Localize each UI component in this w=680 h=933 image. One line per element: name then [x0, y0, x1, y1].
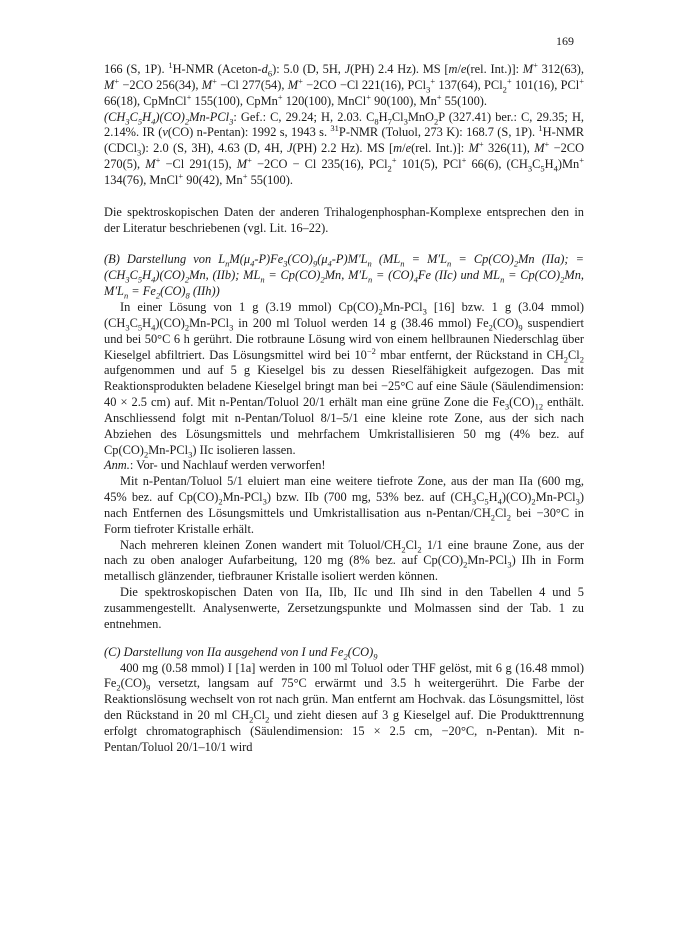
- section-c-heading: (C) Darstellung von IIa ausgehend von I und $Fe_2(CO)_9$: [104, 644, 378, 662]
- page-number: 169: [556, 34, 574, 48]
- section-c-procedure: 400 mg (0.58 mmol) I [1a] werden in 100 ml Toluol oder THF gelöst, mit 6 g (16.48 mmol) $Fe_2(CO)_9$ versetzt, langsam auf 75°C erwärmt und 3.5 h weitergerührt. Die Farbe der Reaktionslösung wechselt von rot nach grün. Man entfernt am Hochvak. das Lösungsmittel, löst den Rückstand in 20 ml $CH_2Cl_2$ und zieht diesen auf 3 g Kieselgel auf. Die Produkttrennung erfolgt chromatographisch (Säulendimension: 15 × 2.5 cm, −20°C, n-Pentan). Mit n-Pentan/Toluol 20/1–10/1 wird: [104, 660, 584, 754]
- brown-zone-paragraph: Nach mehreren kleinen Zonen wandert mit Toluol/$CH_2Cl_2$ 1/1 eine braune Zone, aus der nach zu oben analoger Aufarbeitung, 120 mg (8% bez. auf $Cp(CO)_2Mn-PCl_3$) IIh in Form metallisch glänzender, tiefbrauner Kristalle isoliert werden können.: [104, 537, 585, 584]
- spectroscopy-note-paragraph: Die spektroskopischen Daten der anderen Trihalogenphosphan-Komplexe entsprechen den in der Literatur beschriebenen (vgl. Lit. 16–22).: [104, 204, 584, 235]
- note-paragraph: Anm.: Vor- und Nachlauf werden verworfen!: [104, 458, 326, 473]
- compound-data-paragraph: $(CH_3C_5H_4)(CO)_2Mn-PCl_3$: Gef.: C, 29.24; H, 2.03. $C_8H_7Cl_3MnO_2P$ (327.41) ber.: C, 29.35; H, 2.14%. IR (ν(CO) n-Pentan): 1992 s, 1943 s. $^{31}$P-NMR (Toluol, 273 K): 168.7 (S, 1P). $^1$H-NMR (CDCl$_3$): 2.0 (S, 3H), 4.63 (D, 4H, J(PH) 2.2 Hz). MS [m/e(rel. Int.)]: M+ 326(11), M+ −2CO 270(5), M+ −Cl 291(15), M+ −2CO − Cl 235(16), PCl$_2$+ 101(5), PCl+ 66(6), $(CH_3C_5H_4)Mn^+$ 134(76), MnCl+ 90(42), Mn+ 55(100).: [104, 109, 585, 187]
- text-body: [104, 59, 585, 756]
- procedure-paragraph: In einer Lösung von 1 g (3.19 mmol) $Cp(CO)_2Mn-PCl_3$ [16] bzw. 1 g (3.04 mmol) $(CH_3C_5H_4)(CO)_2Mn-PCl_3$ in 200 ml Toluol werden 14 g (38.46 mmol) $Fe_2(CO)_9$ suspendiert und bei 50°C 6 h gerührt. Die rotbraune Lösung wird von einem hellbraunen Niederschlag über Kieselgel abfiltriert. Das Lösungsmittel wird bei $10^{-2}$ mbar entfernt, der Rückstand in $CH_2Cl_2$ aufgenommen und auf 5 g Kieselgel bis zu dessen Rieselfähigkeit aufgezogen. Das mit Reaktionsprodukten beladene Kieselgel bringt man bei −25°C auf eine Säule (Säulendimension: 40 × 2.5 cm) auf. Mit n-Pentan/Toluol 20/1 erhält man eine grüne Zone die $Fe_3(CO)_{12}$ enthält. Anschliessend folgt mit n-Pentan/Toluol 8/1–5/1 eine kleine rote Zone, aus der sich nach Abziehen des Lösungsmittels und mehrfachem Umkristallisieren 50 mg (4% bez. auf $Cp(CO)_2Mn-PCl_3$) IIc isolieren lassen.: [104, 299, 585, 460]
- ms-data-paragraph: 166 (S, 1P). $^1$H-NMR $(Aceton-d_6)$: 5.0 (D, 5H, J(PH) 2.4 Hz). MS [m/e(rel. Int.)]: M+ 312(63), M+ −2CO 256(34), M+ −Cl 277(54), M+ −2CO −Cl 221(16), PCl$_3$+ 137(64), PCl$_2$+ 101(16), PCl+ 66(18), CpMnCl+ 155(100), CpMn+ 120(100), MnCl+ 90(100), Mn+ 55(100).: [104, 59, 584, 108]
- tables-reference-paragraph: Die spektroskopischen Daten von IIa, IIb, IIc und IIh sind in den Tabellen 4 und 5 zusammengestellt. Analysenwerte, Zersetzungspunkte und Molmassen sind der Tab. 1 zu entnehmen.: [104, 585, 584, 631]
- section-b-heading: (B) Darstellung von $L_nM(\mu_4-P)Fe_3(CO)_9(\mu_4-P)M'L_n$ ($ML_n = M'L_n = Cp(CO)_2Mn$ (IIa); = $(CH_3C_5H_4)(CO)_2Mn$, (IIb); $ML_n = Cp(CO)_2Mn$, $M'L_n = (CO)_4Fe$ (IIc) und $ML_n = Cp(CO)_2Mn$, $M'L_n = Fe_2(CO)_8$ (IIh)): [104, 252, 585, 301]
- elution-paragraph: Mit n-Pentan/Toluol 5/1 eluiert man eine weitere tiefrote Zone, aus der man IIa (600 mg, 45% bez. auf $Cp(CO)_2Mn-PCl_3$) bzw. IIb (700 mg, 53% bez. auf $(CH_3C_5H_4)(CO)_2Mn-PCl_3$) nach Entfernen des Lösungsmittels und Umkristallisation aus $n-Pentan/CH_2Cl_2$ bei −30°C in Form tiefroter Kristalle erhält.: [104, 474, 584, 536]
